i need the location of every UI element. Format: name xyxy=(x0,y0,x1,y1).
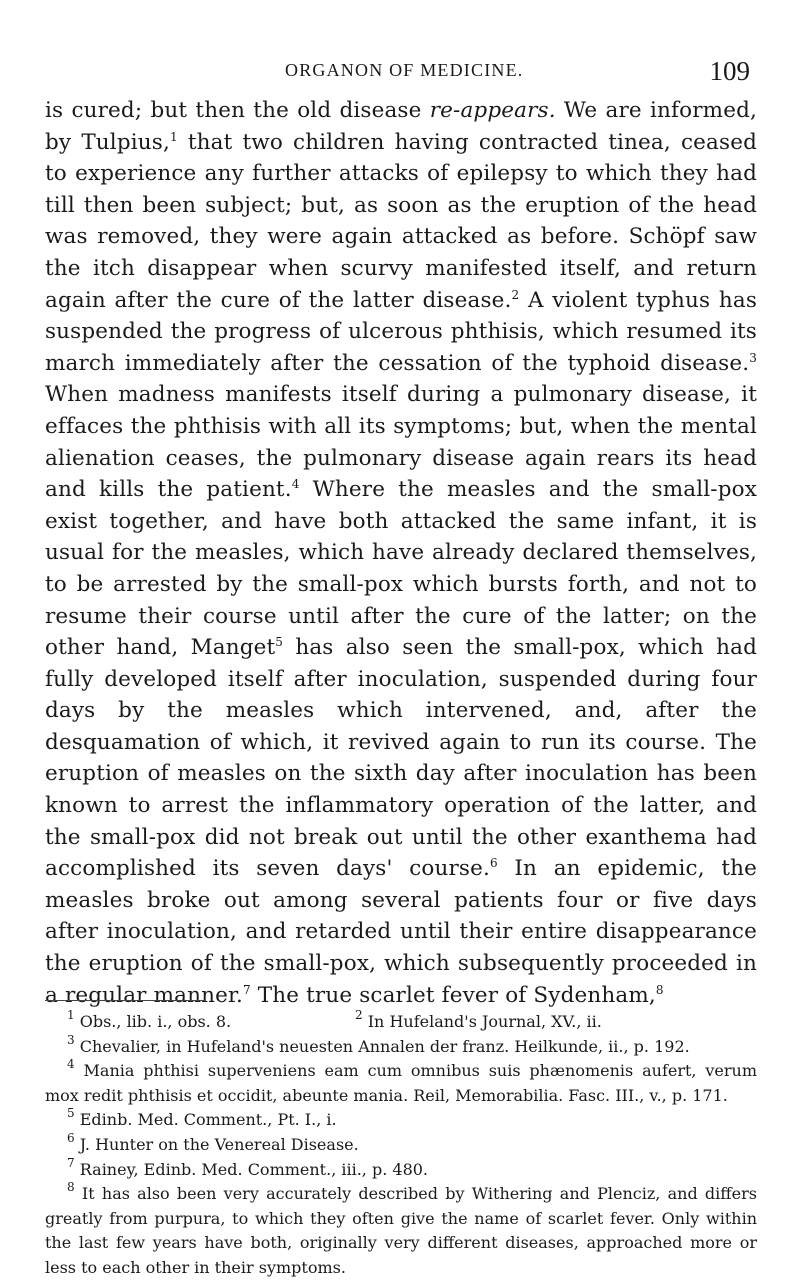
text-run: has also seen the small-pox, which had fully developed itself after inoculation, suspended during four days by the measles which intervened, and, after the desquamation of which, it revived again to run its course. The eruption of measles on the sixth day after inoculation has been known to arrest the inflammatory operation of the latter, and the small-pox did not break out until the other exanthema had accomplished its seven days' course. xyxy=(45,635,757,882)
footnote-text: Rainey, Edinb. Med. Comment., iii., p. 480. xyxy=(79,1159,429,1179)
footnote-5 xyxy=(45,1108,757,1133)
text-run: Where the measles and the small-pox exist together, and have both attacked the same infant, it is usual for the measles, which have already declared themselves, to be arrested by the small-pox which bursts forth, and not to resume their course until after the cure of the latter; on the other hand, Manget xyxy=(45,477,757,661)
footnote-mark: 6 xyxy=(67,1130,75,1145)
footnote-1 xyxy=(45,1010,355,1035)
footnote-ref-6: 6 xyxy=(489,856,498,871)
body-paragraph xyxy=(45,95,757,1011)
text-run: is cured; but then the old disease xyxy=(45,98,430,123)
footnote-mark: 7 xyxy=(67,1155,75,1170)
footnote-mark: 8 xyxy=(67,1180,75,1195)
footnote-mark: 4 xyxy=(67,1057,75,1072)
footnote-text: In Hufeland's Journal, XV., ii. xyxy=(367,1012,602,1031)
footnote-mark: 2 xyxy=(355,1008,363,1022)
running-title: ORGANON OF MEDICINE. xyxy=(285,60,524,80)
footnote-2 xyxy=(355,1010,757,1035)
footnote-3 xyxy=(45,1032,757,1060)
footnote-mark: 3 xyxy=(67,1032,75,1047)
italic-text: re-appears. xyxy=(429,98,556,123)
footnote-text: Chevalier, in Hufeland's neuesten Annalen der franz. Heilkunde, ii., p. 192. xyxy=(79,1036,690,1056)
footnote-divider xyxy=(45,1000,205,1001)
footnote-7 xyxy=(45,1155,757,1183)
footnote-8 xyxy=(45,1182,757,1280)
text-run: When madness manifests itself during a pulmonary disease, it effaces the phthisis with all its symptoms; but, when the mental alienation ceases, the pulmonary disease again rears its head and kills the patient. xyxy=(45,382,757,503)
footnote-text: Obs., lib. i., obs. 8. xyxy=(79,1012,232,1031)
text-run: A violent typhus has suspended the progress of ulcerous phthisis, which resumed its march immediately after the cessation of the typhoid disease. xyxy=(45,287,758,376)
footnote-ref-2: 2 xyxy=(511,287,520,302)
footnote-text: Edinb. Med. Comment., Pt. I., i. xyxy=(79,1110,337,1130)
footnote-text: It has also been very accurately described by Withering and Plenciz, and differs greatly from purpura, to which they often give the name of scarlet fever. Only within the last few years have both, originally very different diseases, approached more or less to each other in their symptoms. xyxy=(45,1184,757,1277)
footnote-6 xyxy=(45,1130,757,1158)
footnote-4 xyxy=(45,1059,757,1108)
paragraph xyxy=(45,95,757,1011)
footnote-mark: 1 xyxy=(67,1008,75,1022)
footnote-row xyxy=(45,1010,757,1035)
text-run: We are informed, by Tulpius, xyxy=(45,98,757,155)
footnote-ref-5: 5 xyxy=(275,635,284,650)
page-number: 109 xyxy=(709,56,750,86)
text-run: In an epidemic, the measles broke out among several patients four or five days after inoculation, and retarded until their entire disappearance the eruption of the small-pox, which subsequently proceeded in a regular manner. xyxy=(45,856,757,1008)
footnote-ref-3: 3 xyxy=(749,350,757,365)
footnote-text: J. Hunter on the Venereal Disease. xyxy=(79,1134,359,1154)
book-page xyxy=(45,0,758,1277)
footnote-mark: 5 xyxy=(67,1106,75,1121)
text-run: that two children having contracted tinea, ceased to experience any further attacks of epilepsy to which they had till then been subject; but, as soon as the eruption of the head was removed, they were again attacked as before. Schöpf saw the itch disappear when scurvy manifested itself, and return again after the cure of the latter disease. xyxy=(45,129,757,313)
running-head xyxy=(45,0,755,86)
footnote-ref-8: 8 xyxy=(655,982,664,997)
footnote-ref-4: 4 xyxy=(291,477,300,492)
footnotes xyxy=(45,1010,757,1281)
footnote-text: Mania phthisi superveniens eam cum omnibus suis phænomenis aufert, verum mox redit phthisis et occidit, abeunte mania. Reil, Memorabilia. Fasc. III., v., p. 171. xyxy=(45,1061,757,1105)
footnote-ref-1: 1 xyxy=(169,129,178,144)
footnote-ref-7: 7 xyxy=(243,982,251,997)
text-run: The true scarlet fever of Sydenham, xyxy=(250,982,656,1008)
